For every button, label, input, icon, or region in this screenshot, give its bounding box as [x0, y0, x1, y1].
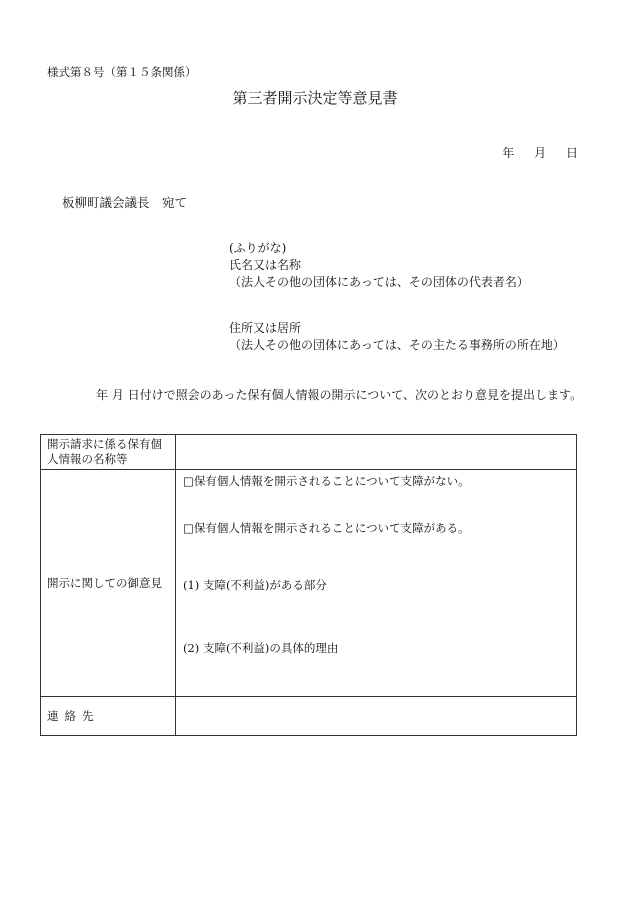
name-label: 氏名又は名称 [229, 258, 302, 272]
contact-label: 連絡先 [47, 709, 100, 723]
contact-field[interactable] [176, 697, 577, 736]
table-row [41, 435, 577, 470]
info-name-field[interactable] [176, 435, 577, 470]
addressee: 板柳町議会議長 宛て [62, 195, 188, 210]
statement-text: 年 月 日付けで照会のあった保有個人情報の開示について、次のとおり意見を提出します。 [96, 388, 583, 402]
date-year: 年 [502, 146, 515, 160]
opinion-label: 開示に関しての御意見 [47, 576, 162, 590]
table-row [41, 697, 577, 736]
document-title: 第三者開示決定等意見書 [232, 89, 398, 107]
option-issue-checkbox[interactable]: □保有個人情報を開示されることについて支障がある。 [183, 521, 470, 535]
info-name-label: 開示請求に係る保有個人情報の名称等 [47, 437, 162, 466]
issue-part-label: (1) 支障(不利益)がある部分 [183, 578, 327, 592]
applicant-address-block [229, 320, 565, 354]
address-note: （法人その他の団体にあっては、その主たる事務所の所在地） [229, 338, 565, 352]
date-line [490, 144, 578, 161]
name-note: （法人その他の団体にあっては、その団体の代表者名） [229, 275, 529, 289]
applicant-name-block [229, 240, 529, 291]
form-number: 様式第８号（第１５条関係） [47, 65, 197, 79]
date-day: 日 [565, 146, 578, 160]
furigana-label: (ふりがな) [229, 241, 287, 255]
row-label [41, 697, 176, 736]
issue-reason-label: (2) 支障(不利益)の具体的理由 [183, 641, 339, 655]
row-label [41, 470, 176, 697]
opinion-field[interactable] [176, 470, 577, 697]
table-row [41, 470, 577, 697]
address-label: 住所又は居所 [229, 321, 302, 335]
date-month: 月 [534, 146, 547, 160]
opinion-table [40, 434, 577, 736]
option-no-issue-checkbox[interactable]: □保有個人情報を開示されることについて支障がない。 [183, 474, 470, 488]
row-label [41, 435, 176, 470]
